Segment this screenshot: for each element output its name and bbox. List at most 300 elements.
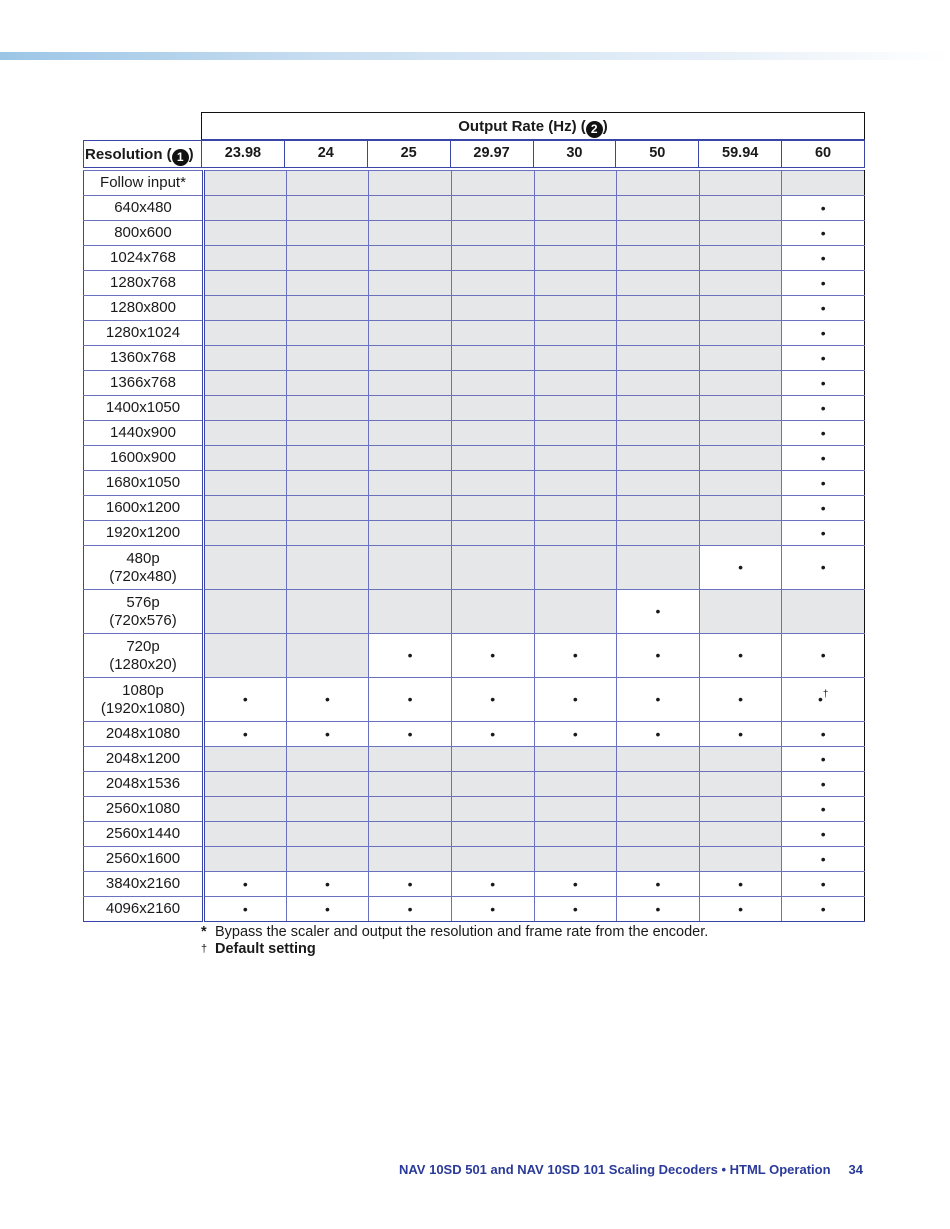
- footnotes: [201, 924, 708, 958]
- bullet-icon: •: [572, 875, 578, 892]
- unsupported-cell: [699, 772, 782, 797]
- unsupported-cell: [286, 446, 369, 471]
- resolution-label: 640x480: [114, 199, 172, 216]
- unsupported-cell: [204, 421, 287, 446]
- bullet-icon: •: [407, 647, 413, 663]
- resolution-label: 1680x1050: [105, 474, 181, 491]
- supported-cell: [451, 722, 534, 747]
- page-number: 34: [848, 1162, 863, 1177]
- unsupported-cell: [617, 496, 700, 521]
- bullet-icon: •: [820, 800, 826, 817]
- unsupported-cell: [286, 847, 369, 872]
- supported-cell: [782, 897, 865, 922]
- unsupported-cell: [534, 822, 617, 847]
- unsupported-cell: [369, 171, 452, 196]
- output-rate-close: ): [602, 118, 608, 135]
- bullet-icon: •: [820, 524, 826, 541]
- unsupported-cell: [369, 246, 452, 271]
- supported-cell: [534, 678, 617, 722]
- unsupported-cell: [369, 772, 452, 797]
- unsupported-cell: [204, 171, 287, 196]
- unsupported-cell: [451, 421, 534, 446]
- unsupported-cell: [617, 772, 700, 797]
- supported-cell: [369, 678, 452, 722]
- bullet-icon: •: [820, 199, 826, 216]
- unsupported-cell: [286, 346, 369, 371]
- resolution-label: 480p: [126, 549, 160, 567]
- bullet-icon: •: [655, 900, 661, 917]
- supported-cell: [286, 722, 369, 747]
- unsupported-cell: [204, 496, 287, 521]
- unsupported-cell: [204, 196, 287, 221]
- unsupported-cell: [204, 471, 287, 496]
- bullet-icon: •: [407, 900, 413, 917]
- bullet-icon: •: [490, 691, 496, 707]
- unsupported-cell: [369, 521, 452, 546]
- rate-header-cell: 50: [615, 141, 698, 167]
- unsupported-cell: [699, 747, 782, 772]
- supported-cell: [782, 371, 865, 396]
- bullet-icon: •: [738, 559, 744, 575]
- unsupported-cell: [617, 521, 700, 546]
- resolution-cell: [84, 196, 204, 221]
- bullet-icon: •: [655, 725, 661, 742]
- unsupported-cell: [617, 221, 700, 246]
- footnote-dagger: [201, 941, 708, 958]
- resolution-cell: [84, 396, 204, 421]
- rate-header-cell: 24: [284, 141, 367, 167]
- unsupported-cell: [699, 496, 782, 521]
- unsupported-cell: [204, 446, 287, 471]
- bullet-icon: •: [490, 875, 496, 892]
- unsupported-cell: [699, 371, 782, 396]
- table-row: [84, 196, 865, 221]
- resolution-label: 4096x2160: [105, 900, 181, 917]
- supported-cell: [286, 897, 369, 922]
- bullet-icon: •: [820, 374, 826, 391]
- unsupported-cell: [699, 421, 782, 446]
- rate-header-cell: 59.94: [698, 141, 781, 167]
- unsupported-cell: [617, 271, 700, 296]
- resolution-cell: [84, 446, 204, 471]
- unsupported-cell: [699, 446, 782, 471]
- unsupported-cell: [534, 396, 617, 421]
- unsupported-cell: [204, 822, 287, 847]
- supported-cell: [617, 872, 700, 897]
- resolution-label: (720x480): [109, 567, 177, 585]
- unsupported-cell: [204, 590, 287, 634]
- supported-cell: [286, 678, 369, 722]
- unsupported-cell: [286, 421, 369, 446]
- bullet-icon: •: [324, 691, 330, 707]
- bullet-icon: •: [324, 875, 330, 892]
- unsupported-cell: [369, 546, 452, 590]
- supported-cell: [369, 872, 452, 897]
- unsupported-cell: [369, 371, 452, 396]
- bullet-icon: •: [820, 249, 826, 266]
- supported-cell: [369, 722, 452, 747]
- resolution-cell: [84, 296, 204, 321]
- resolution-cell: [84, 546, 204, 590]
- unsupported-cell: [286, 496, 369, 521]
- resolution-cell: [84, 590, 204, 634]
- unsupported-cell: [617, 421, 700, 446]
- resolution-label: 1600x1200: [105, 499, 181, 516]
- unsupported-cell: [286, 634, 369, 678]
- unsupported-cell: [204, 371, 287, 396]
- unsupported-cell: [204, 246, 287, 271]
- bullet-icon: •: [490, 725, 496, 742]
- unsupported-cell: [534, 446, 617, 471]
- bullet-icon: •: [820, 499, 826, 516]
- unsupported-cell: [204, 797, 287, 822]
- unsupported-cell: [617, 847, 700, 872]
- supported-cell: [782, 271, 865, 296]
- rate-header-cell: 30: [533, 141, 616, 167]
- resolution-label: 2048x1200: [105, 750, 181, 767]
- bullet-icon: •: [820, 850, 826, 867]
- unsupported-cell: [286, 221, 369, 246]
- unsupported-cell: [204, 546, 287, 590]
- supported-cell: [782, 722, 865, 747]
- unsupported-cell: [451, 271, 534, 296]
- page-footer: [399, 1162, 863, 1177]
- table-row: [84, 246, 865, 271]
- supported-cell: [204, 722, 287, 747]
- unsupported-cell: [617, 822, 700, 847]
- bullet-icon: •: [572, 900, 578, 917]
- supported-cell: [369, 634, 452, 678]
- unsupported-cell: [699, 346, 782, 371]
- unsupported-cell: [699, 396, 782, 421]
- supported-cell: [617, 722, 700, 747]
- table-row: [84, 296, 865, 321]
- bullet-icon: •: [820, 274, 826, 291]
- unsupported-cell: [286, 590, 369, 634]
- unsupported-cell: [286, 471, 369, 496]
- unsupported-cell: [451, 221, 534, 246]
- unsupported-cell: [369, 271, 452, 296]
- supported-cell: [617, 590, 700, 634]
- table-row: [84, 847, 865, 872]
- supported-cell: [782, 747, 865, 772]
- supported-cell: [204, 897, 287, 922]
- bullet-icon: •: [820, 349, 826, 366]
- unsupported-cell: [534, 371, 617, 396]
- resolution-cell: [84, 521, 204, 546]
- table-row: [84, 346, 865, 371]
- unsupported-cell: [534, 521, 617, 546]
- resolution-label: 2560x1600: [105, 850, 181, 867]
- bullet-icon: •: [572, 647, 578, 663]
- supported-cell: [617, 897, 700, 922]
- bullet-icon: •: [820, 725, 826, 742]
- unsupported-cell: [451, 396, 534, 421]
- dagger-mark: †: [201, 943, 208, 955]
- table-row: [84, 421, 865, 446]
- unsupported-cell: [534, 546, 617, 590]
- marker-1-icon: 1: [172, 149, 189, 166]
- bullet-icon: •: [820, 750, 826, 767]
- bullet-icon: •: [820, 900, 826, 917]
- unsupported-cell: [204, 847, 287, 872]
- unsupported-cell: [286, 396, 369, 421]
- supported-cell: [699, 546, 782, 590]
- supported-cell: [699, 678, 782, 722]
- table-row: [84, 747, 865, 772]
- table-row: [84, 678, 865, 722]
- bullet-icon: •: [820, 559, 826, 575]
- resolution-label: 1080p: [122, 681, 164, 699]
- unsupported-cell: [204, 296, 287, 321]
- asterisk-text: Bypass the scaler and output the resolution and frame rate from the encoder.: [215, 924, 709, 940]
- bullet-icon: •: [242, 691, 248, 707]
- supported-cell: [782, 546, 865, 590]
- unsupported-cell: [451, 546, 534, 590]
- resolution-label: 2048x1536: [105, 775, 181, 792]
- marker-2-icon: 2: [586, 121, 603, 138]
- bullet-icon: •: [820, 224, 826, 241]
- unsupported-cell: [204, 396, 287, 421]
- resolution-cell: [84, 496, 204, 521]
- table-row: [84, 271, 865, 296]
- footer-title: NAV 10SD 501 and NAV 10SD 101 Scaling Decoders • HTML Operation: [399, 1162, 831, 1177]
- rate-header-cell: 23.98: [224, 145, 262, 161]
- bullet-icon: •: [324, 725, 330, 742]
- unsupported-cell: [369, 471, 452, 496]
- resolution-label: 1280x768: [110, 274, 176, 291]
- bullet-icon: •: [820, 324, 826, 341]
- supported-cell: [782, 678, 865, 722]
- supported-cell: [534, 897, 617, 922]
- bullet-icon: •: [738, 647, 744, 663]
- supported-cell: [782, 797, 865, 822]
- table-row: [84, 772, 865, 797]
- bullet-icon: •: [242, 900, 248, 917]
- unsupported-cell: [451, 246, 534, 271]
- unsupported-cell: [699, 271, 782, 296]
- supported-cell: [286, 872, 369, 897]
- unsupported-cell: [699, 471, 782, 496]
- supported-cell: [451, 897, 534, 922]
- supported-cell: [782, 521, 865, 546]
- unsupported-cell: [534, 271, 617, 296]
- resolution-label: 720p: [126, 637, 160, 655]
- column-header-row: [83, 140, 865, 168]
- unsupported-cell: [286, 797, 369, 822]
- supported-cell: [699, 872, 782, 897]
- resolution-label: 1280x800: [110, 299, 176, 316]
- resolution-label: 1360x768: [110, 349, 176, 366]
- bullet-icon: •: [820, 775, 826, 792]
- rate-header-cell: 25: [367, 141, 450, 167]
- supported-cell: [617, 678, 700, 722]
- unsupported-cell: [369, 196, 452, 221]
- bullet-icon: •: [572, 691, 578, 707]
- supported-cell: [204, 678, 287, 722]
- unsupported-cell: [534, 847, 617, 872]
- table-row: [84, 471, 865, 496]
- supported-cell: [782, 634, 865, 678]
- unsupported-cell: [534, 246, 617, 271]
- unsupported-cell: [286, 321, 369, 346]
- asterisk-mark: *: [201, 924, 207, 940]
- bullet-icon: •: [820, 474, 826, 491]
- resolution-label: 1400x1050: [105, 399, 181, 416]
- unsupported-cell: [286, 772, 369, 797]
- bullet-icon: •: [820, 825, 826, 842]
- dagger-icon: †: [822, 689, 829, 700]
- unsupported-cell: [534, 421, 617, 446]
- bullet-icon: •: [572, 725, 578, 742]
- bullet-icon: •: [407, 725, 413, 742]
- unsupported-cell: [617, 321, 700, 346]
- supported-cell: [782, 772, 865, 797]
- resolution-label: (1920x1080): [100, 699, 186, 717]
- bullet-icon: •: [490, 647, 496, 663]
- resolution-label: (1280x20): [109, 655, 177, 673]
- bullet-icon: •: [817, 691, 823, 707]
- unsupported-cell: [204, 772, 287, 797]
- bullet-icon: •: [242, 875, 248, 892]
- unsupported-cell: [534, 797, 617, 822]
- resolution-label: (720x576): [109, 611, 177, 629]
- resolution-label: 1440x900: [110, 424, 176, 441]
- unsupported-cell: [617, 396, 700, 421]
- bullet-icon: •: [820, 424, 826, 441]
- unsupported-cell: [534, 296, 617, 321]
- table-row: [84, 496, 865, 521]
- bullet-icon: •: [655, 647, 661, 663]
- unsupported-cell: [369, 446, 452, 471]
- unsupported-cell: [699, 847, 782, 872]
- supported-cell: [782, 496, 865, 521]
- table-row: [84, 722, 865, 747]
- bullet-icon: •: [738, 900, 744, 917]
- supported-cell: [617, 634, 700, 678]
- unsupported-cell: [617, 196, 700, 221]
- rate-columns: [201, 140, 865, 168]
- unsupported-cell: [369, 822, 452, 847]
- top-accent-bar: [0, 52, 950, 60]
- supported-cell: [782, 196, 865, 221]
- unsupported-cell: [534, 346, 617, 371]
- unsupported-cell: [617, 747, 700, 772]
- bullet-icon: •: [738, 691, 744, 707]
- unsupported-cell: [369, 590, 452, 634]
- unsupported-cell: [617, 471, 700, 496]
- unsupported-cell: [699, 221, 782, 246]
- table-row: [84, 897, 865, 922]
- supported-cell: [782, 246, 865, 271]
- unsupported-cell: [451, 847, 534, 872]
- resolution-cell: [84, 872, 204, 897]
- unsupported-cell: [204, 321, 287, 346]
- resolution-label: 1600x900: [110, 449, 176, 466]
- bullet-icon: •: [324, 900, 330, 917]
- unsupported-cell: [369, 421, 452, 446]
- supported-cell: [782, 822, 865, 847]
- unsupported-cell: [451, 590, 534, 634]
- unsupported-cell: [451, 772, 534, 797]
- unsupported-cell: [699, 797, 782, 822]
- unsupported-cell: [369, 221, 452, 246]
- resolution-cell: [84, 897, 204, 922]
- unsupported-cell: [617, 346, 700, 371]
- bullet-icon: •: [655, 691, 661, 707]
- bullet-icon: •: [820, 647, 826, 663]
- table-row: [84, 171, 865, 196]
- unsupported-cell: [699, 246, 782, 271]
- unsupported-cell: [451, 496, 534, 521]
- unsupported-cell: [204, 521, 287, 546]
- unsupported-cell: [451, 446, 534, 471]
- unsupported-cell: [286, 246, 369, 271]
- resolution-label: 800x600: [114, 224, 172, 241]
- resolution-cell: [84, 421, 204, 446]
- resolution-cell: [84, 271, 204, 296]
- resolution-label: Resolution (: [85, 146, 172, 163]
- table-row: [84, 872, 865, 897]
- unsupported-cell: [617, 546, 700, 590]
- resolution-cell: [84, 221, 204, 246]
- resolution-cell: [84, 722, 204, 747]
- supported-cell: [782, 847, 865, 872]
- supported-cell: [534, 872, 617, 897]
- unsupported-cell: [451, 171, 534, 196]
- bullet-icon: •: [820, 299, 826, 316]
- bullet-icon: •: [820, 875, 826, 892]
- resolution-label: 1366x768: [110, 374, 176, 391]
- unsupported-cell: [617, 296, 700, 321]
- unsupported-cell: [369, 847, 452, 872]
- resolution-label: Follow input*: [100, 174, 186, 191]
- footnote-asterisk: [201, 924, 708, 941]
- supported-cell: [204, 872, 287, 897]
- rate-header-cell: 60: [781, 141, 864, 167]
- unsupported-cell: [534, 590, 617, 634]
- unsupported-cell: [451, 196, 534, 221]
- table-row: [84, 546, 865, 590]
- unsupported-cell: [451, 371, 534, 396]
- dagger-text: Default setting: [215, 941, 316, 957]
- bullet-icon: •: [820, 399, 826, 416]
- unsupported-cell: [617, 797, 700, 822]
- unsupported-cell: [286, 196, 369, 221]
- unsupported-cell: [286, 822, 369, 847]
- unsupported-cell: [204, 346, 287, 371]
- unsupported-cell: [699, 196, 782, 221]
- unsupported-cell: [451, 321, 534, 346]
- resolution-cell: [84, 171, 204, 196]
- bullet-icon: •: [490, 900, 496, 917]
- unsupported-cell: [617, 446, 700, 471]
- unsupported-cell: [286, 371, 369, 396]
- unsupported-cell: [451, 747, 534, 772]
- unsupported-cell: [286, 546, 369, 590]
- resolution-label: 2560x1440: [105, 825, 181, 842]
- unsupported-cell: [782, 590, 865, 634]
- rate-header-cell: 29.97: [450, 141, 533, 167]
- resolution-cell: [84, 822, 204, 847]
- unsupported-cell: [534, 471, 617, 496]
- resolution-label: 2048x1080: [105, 725, 181, 742]
- unsupported-cell: [451, 346, 534, 371]
- unsupported-cell: [534, 221, 617, 246]
- table-row: [84, 634, 865, 678]
- unsupported-cell: [369, 797, 452, 822]
- resolution-cell: [84, 678, 204, 722]
